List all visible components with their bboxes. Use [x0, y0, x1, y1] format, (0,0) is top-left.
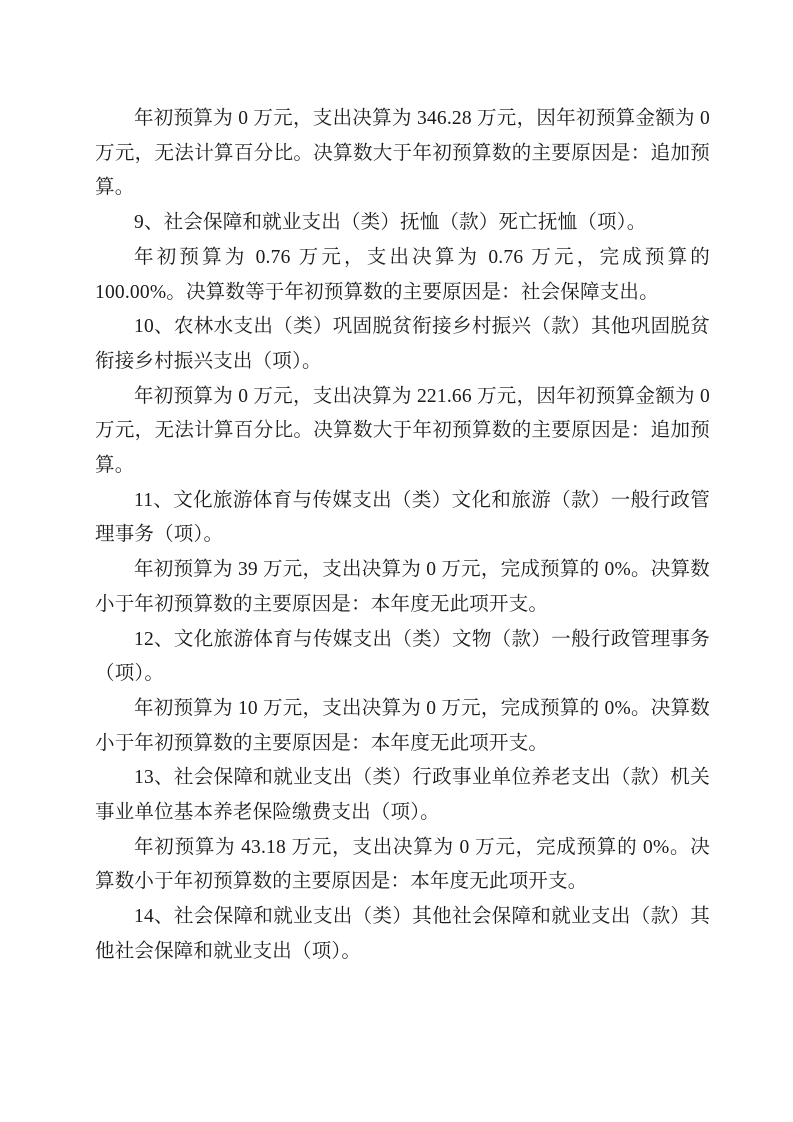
- paragraph-item13-heading: 13、社会保障和就业支出（类）行政事业单位养老支出（款）机关事业单位基本养老保险缴费支出（项）。: [95, 767, 710, 824]
- paragraph-item12-detail: 年初预算为 10 万元，支出决算为 0 万元，完成预算的 0%。决算数小于年初预算数的主要原因是：本年度无此项开支。: [95, 697, 710, 754]
- paragraph-item8-detail: 年初预算为 0 万元，支出决算为 346.28 万元，因年初预算金额为 0 万元，无法计算百分比。决算数大于年初预算数的主要原因是：追加预算。: [95, 108, 710, 199]
- paragraph-item9-heading: 9、社会保障和就业支出（类）抚恤（款）死亡抚恤（项）。: [134, 212, 647, 234]
- paragraph-item11-heading: 11、文化旅游体育与传媒支出（类）文化和旅游（款）一般行政管理事务（项）。: [95, 489, 710, 546]
- paragraph-item13-detail: 年初预算为 43.18 万元，支出决算为 0 万元，完成预算的 0%。决算数小于年初预算数的主要原因是：本年度无此项开支。: [95, 836, 710, 893]
- paragraph-item9-detail: 年初预算为 0.76 万元，支出决算为 0.76 万元，完成预算的 100.00%。决算数等于年初预算数的主要原因是：社会保障支出。: [95, 246, 710, 303]
- paragraph-item11-detail: 年初预算为 39 万元，支出决算为 0 万元，完成预算的 0%。决算数小于年初预算数的主要原因是：本年度无此项开支。: [95, 559, 710, 615]
- paragraph-item10-detail: 年初预算为 0 万元，支出决算为 221.66 万元，因年初预算金额为 0 万元，无法计算百分比。决算数大于年初预算数的主要原因是：追加预算。: [95, 385, 710, 477]
- paragraph-item10-heading: 10、农林水支出（类）巩固脱贫衔接乡村振兴（款）其他巩固脱贫衔接乡村振兴支出（项）。: [95, 316, 710, 372]
- paragraph-item14-heading: 14、社会保障和就业支出（类）其他社会保障和就业支出（款）其他社会保障和就业支出（项）。: [95, 906, 710, 962]
- paragraph-item12-heading: 12、文化旅游体育与传媒支出（类）文物（款）一般行政管理事务（项）。: [95, 628, 710, 685]
